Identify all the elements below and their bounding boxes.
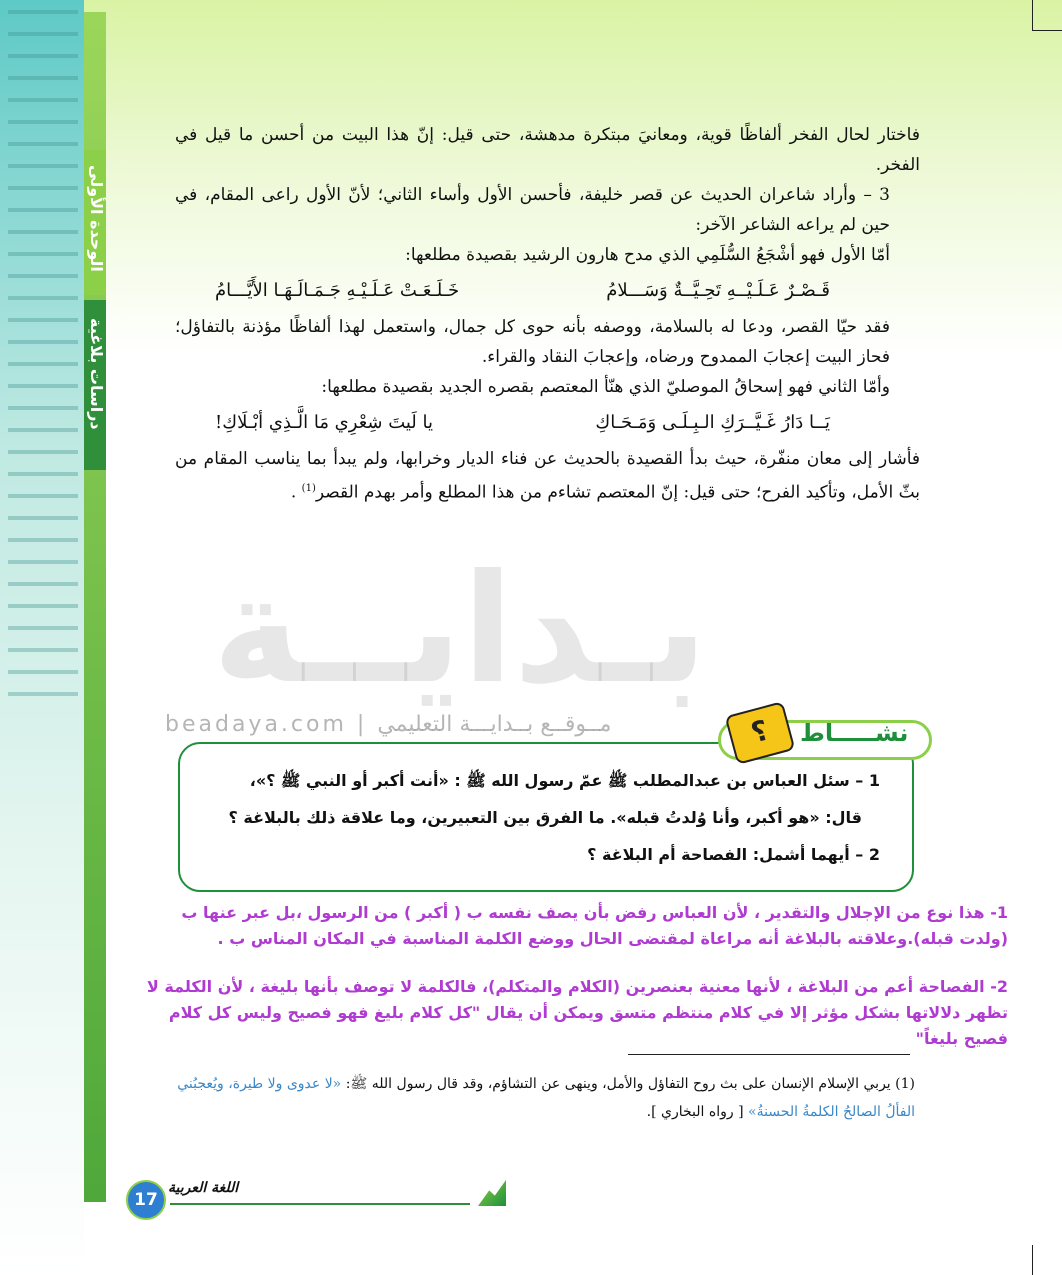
minaret-image <box>8 10 78 710</box>
verse-hemistich: قَـصْـرٌ عَـلَـيْــهِ تَحِـيَّــةٌ وَسَـــلامُ <box>606 280 830 301</box>
footer-book-title: اللغة العربية <box>168 1180 239 1196</box>
paragraph-text: فأشار إلى معان منفّرة، حيث بدأ القصيدة بالحديث عن فناء الديار وخرابها، ولم يبدأ بما يناسب المقام من بثّ الأمل، وتأكيد الفرح؛ حتى قيل: إنّ المعتصم تشاءم من هذا المطلع وأمر بهدم القصر <box>175 449 920 503</box>
paragraph: 3 – وأراد شاعران الحديث عن قصر خليفة، فأحسن الأول وأساء الثاني؛ لأنّ الأول راعى المقام، في حين لم يراعه الشاعر الآخر: <box>175 185 890 235</box>
paragraph: فاختار لحال الفخر ألفاظًا قوية، ومعانيَ مبتكرة مدهشة، حتى قيل: إنّ هذا البيت من أحسن ما قيل في الفخر. <box>175 125 920 175</box>
answer-1: 1- هذا نوع من الإجلال والتقدير ، لأن العباس رفض بأن يصف نفسه ب ( أكبر ) من الرسول ،بل عبر عنها ب (ولدت قبله).وعلاقته بالبلاغة أنه مراعاة لمقتضى الحال ووضع الكلمة المناسبة في المكان المناس ب . <box>181 903 1008 948</box>
footnote-divider <box>628 1054 910 1055</box>
crop-mark <box>1032 0 1033 30</box>
paragraph <box>175 444 920 508</box>
poem-verse <box>175 408 920 438</box>
poem-verse <box>175 276 920 306</box>
crop-mark <box>1032 30 1062 31</box>
activity-label: نشـــــاط <box>800 719 909 747</box>
paragraph: أمّا الأول فهو أشْجَعُ السُّلَمِي الذي مدح هارون الرشيد بقصيدة مطلعها: <box>405 245 890 265</box>
question-mark-icon: ؟ <box>725 701 796 765</box>
verse-hemistich: يَــا دَارُ غَـيَّــرَكِ الـبِـلَـى وَمَـحَـاكِ <box>595 412 830 433</box>
footnote-text: (1) يربي الإسلام الإنسان على بث روح التفاؤل والأمل، وينهى عن التشاؤم، وقد قال رسول الله ﷺ: <box>341 1076 915 1092</box>
handwritten-answers <box>128 900 1008 1074</box>
watermark-site: beadaya.com | مــوقــع بــدايـــة التعليمي <box>165 712 612 737</box>
footnote-source: [ رواه البخاري ]. <box>646 1104 748 1120</box>
paragraph: فقد حيّا القصر، ودعا له بالسلامة، ووصفه بأنه حوى كل جمال، واستعمل لهذا ألفاظًا مؤذنة بالتفاؤل؛ فحاز البيت إعجابَ الممدوح ورضاه، وإعجابَ النقاد والقراء. <box>175 317 890 367</box>
answer-2: 2- الفصاحة أعم من البلاغة ، لأنها معنية بعنصرين (الكلام والمتكلم)، فالكلمة لا توصف بأنها بليغة ، لأن الكلمة لا تظهر دلالاتها بشكل مؤثر إلا في كلام منتظم متسق ويمكن أن يقال "كل كلام بليغ فهو فصيح وليس كل كلام فصيح بليغاً" <box>146 977 1008 1048</box>
watermark-logo: بـدايــة <box>212 543 708 717</box>
paragraph: وأمّا الثاني فهو إسحاقُ الموصليّ الذي هنّأ المعتصم بقصره الجديد بقصيدة مطلعها: <box>321 377 890 397</box>
footnote <box>175 1070 915 1126</box>
activity-questions <box>190 762 880 873</box>
footnote-marker[interactable]: (1) <box>301 483 316 494</box>
question-1: 1 – سئل العباس بن عبدالمطلب ﷺ عمّ رسول الله ﷺ : «أنت أكبر أو النبي ﷺ ؟»، <box>249 771 880 790</box>
verse-hemistich: خَـلَـعَـتْ عَـلَـيْـهِ جَـمَـالَـهَـا الأَيَّـــامُ <box>215 280 460 301</box>
page-number-badge: 17 <box>126 1180 166 1220</box>
unit-label: الوحدة الأولى <box>87 165 106 272</box>
hadith-quote: «لا عدوى ولا طيرة، ويُعجبُني الفألُ الصالحُ الكلمةُ الحسنةُ» <box>177 1076 915 1120</box>
crop-mark <box>1032 1245 1033 1275</box>
main-text <box>175 120 920 508</box>
subject-label: دراسات بلاغية <box>87 318 106 430</box>
question-2: 2 – أيهما أشمل: الفصاحة أم البلاغة ؟ <box>587 845 880 864</box>
decorative-minaret-strip <box>0 0 84 1275</box>
paragraph-end: . <box>290 482 302 503</box>
footer-line <box>170 1203 470 1205</box>
verse-hemistich: يا لَيتَ شِعْرِي مَا الَّـذِي أبْـلَاكِ! <box>215 412 433 433</box>
question-1-continued: قال: «هو أكبر، وأنا وُلدتُ قبله». ما الفرق بين التعبيرين، وما علاقة ذلك بالبلاغة ؟ <box>228 808 862 827</box>
